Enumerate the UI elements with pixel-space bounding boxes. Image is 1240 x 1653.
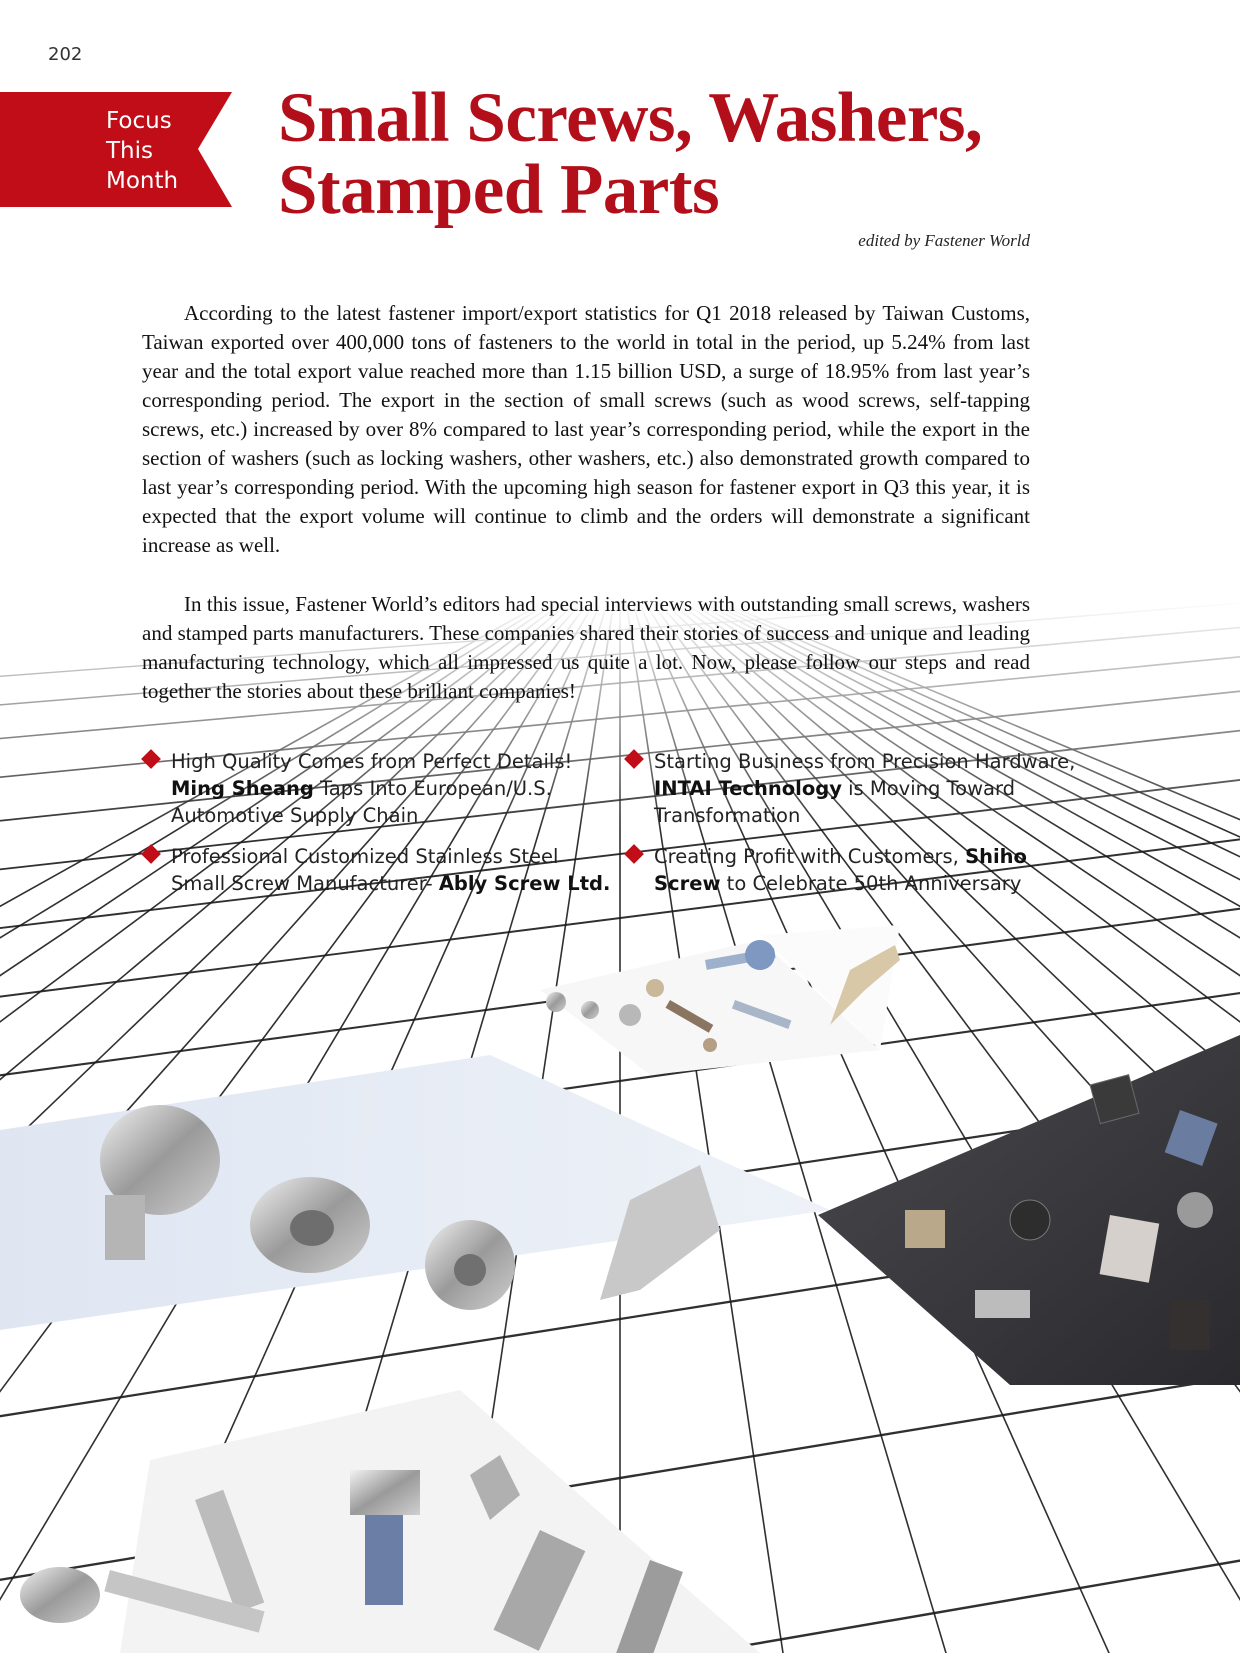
photo-small-screws	[540, 925, 900, 1075]
feature-company: Shiho Screw	[654, 845, 1027, 895]
photo-bolts-assortment	[20, 1390, 760, 1653]
feature-company: Ably Screw Ltd.	[438, 872, 611, 895]
article-title	[278, 79, 983, 229]
photo-stainless-fittings	[0, 1055, 830, 1330]
feature-ably-screw[interactable]	[171, 843, 611, 897]
banner-line-1: Focus	[106, 108, 172, 134]
title-line-2: Stamped Parts	[278, 151, 720, 229]
focus-banner-label	[106, 106, 178, 196]
feature-text-pre: Creating Profit with Customers,	[654, 845, 966, 868]
photo-stamped-nut-clips	[818, 1035, 1240, 1385]
feature-text-pre: Professional Customized Stainless Steel Small Screw Manufacturer-	[171, 845, 559, 895]
feature-text-post: is Moving Toward Transformation	[654, 777, 1016, 827]
feature-text-pre: Starting Business from Precision Hardware,	[654, 750, 1076, 773]
title-line-1: Small Screws, Washers,	[278, 79, 983, 157]
feature-company: Ming Sheang	[171, 777, 314, 800]
feature-text-post: Taps Into European/U.S. Automotive Supply Chain	[171, 777, 552, 827]
feature-intai-technology[interactable]	[654, 748, 1094, 829]
feature-company: INTAI Technology	[654, 777, 842, 800]
page-number: 202	[48, 44, 83, 65]
issue-paragraph: In this issue, Fastener World’s editors had special interviews with outstanding small screws, washers and stamped parts manufacturers. These companies shared their stories of success and unique and leading manufacturing technology, which all impressed us quite a lot. Now, please follow our steps and read together the stories about these brilliant companies!	[142, 592, 1030, 703]
banner-line-3: Month	[106, 168, 179, 194]
feature-ming-sheang[interactable]	[171, 748, 611, 829]
banner-line-2: This	[106, 138, 153, 164]
feature-text-post: to Celebrate 50th Anniversary	[720, 872, 1022, 895]
byline: edited by Fastener World	[858, 231, 1030, 250]
feature-text-pre: High Quality Comes from Perfect Details!	[171, 750, 573, 773]
intro-paragraph: According to the latest fastener import/export statistics for Q1 2018 released by Taiwan Customs, Taiwan exported over 400,000 tons of fasteners to the world in total in the period, up 5.24% from last year and the total export value reached more than 1.15 billion USD, a surge of 18.95% from last year’s corresponding period. The export in the section of small screws (such as wood screws, self-tapping screws, etc.) increased by over 8% compared to last year’s corresponding period, while the export in the section of washers (such as locking washers, other washers, etc.) also demonstrated growth compared to last year’s corresponding period. With the upcoming high season for fastener export in Q3 this year, it is expected that the export volume will continue to climb and the orders will demonstrate a significant increase as well.	[142, 301, 1030, 557]
feature-shiho-screw[interactable]	[654, 843, 1094, 897]
